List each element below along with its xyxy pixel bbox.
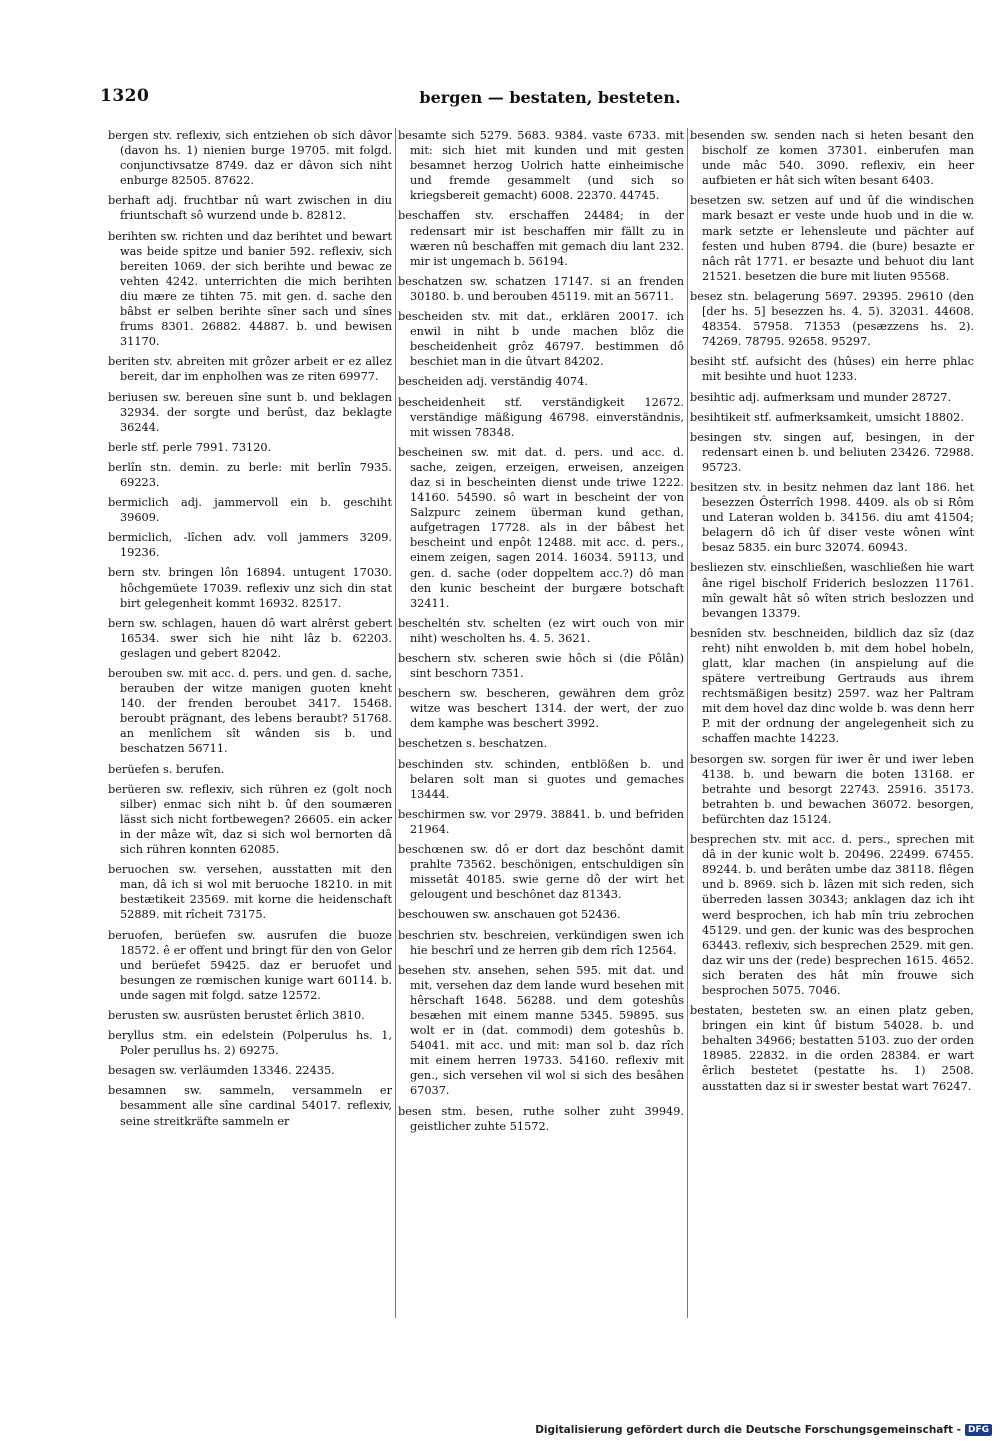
dictionary-entry: besez stn. belagerung 5697. 29395. 29610 (den [der hs. 5] besezzen hs. 4. 5). 32031. 44608. 48354. 57958. 71353 (pesæzzens hs. 2). 74269. 78795. 92658. 95297. <box>690 289 974 349</box>
dictionary-entry: berhaft adj. fruchtbar nû wart zwischen in diu friuntschaft sô wurzend unde b. 82812. <box>108 194 392 223</box>
column-rule-2 <box>687 128 688 1318</box>
dictionary-entry: bermiclich adj. jammervoll ein b. geschiht 39609. <box>108 496 392 525</box>
dictionary-entry: besihtic adj. aufmerksam und munder 28727. <box>690 390 952 404</box>
dictionary-entry: berüefen s. berufen. <box>108 762 225 776</box>
dictionary-entry: bescheinen sw. mit dat. d. pers. und acc. d. sache, zeigen, erzeigen, erweisen, anzeigen daz si in bescheinten dienst unde triwe 1222. 14160. 54590. sô wart in bescheint der von Salzpurc zeinem überman kund gethan, aufgetragen 17728. als in der bâbest het bescheint und enpôt 12488. mit acc. d. pers., einem zeigen, sagen 2014. 16034. 59113, und gen. d. sache (oder doppeltem acc.?) dô man den kunic bescheint der burgære botschaft 32411. <box>398 445 684 610</box>
dictionary-entry: bescheiden stv. mit dat., erklären 20017. ich enwil in niht b unde machen blôz die bescheidenheit grôz 46797. bestimmen dô beschiet man in die ûtvart 84202. <box>398 310 684 369</box>
dictionary-entry: beschouwen sw. anschauen got 52436. <box>398 908 621 922</box>
dictionary-entry: beschœnen sw. dô er dort daz beschônt damit prahlte 73562. beschönigen, entschuldigen sîn missetât 40185. swie gerne dô der wirt het gelougent und beschônet daz 81343. <box>398 843 684 902</box>
dictionary-entry: bescheltén stv. schelten (ez wirt ouch von mir niht) wescholten hs. 4. 5. 3621. <box>398 616 684 645</box>
dictionary-entry: besingen stv. singen auf, besingen, in der redensart einen b. und beliuten 23426. 72988. 95723. <box>690 430 974 474</box>
dictionary-entry: besagen sw. verläumden 13346. 22435. <box>108 1064 335 1078</box>
page-heading: bergen — bestaten, besteten. <box>419 88 681 107</box>
dictionary-column-1 <box>108 128 392 1328</box>
dictionary-entry: bern stv. bringen lôn 16894. untugent 17030. hôchgemüete 17039. reflexiv unz sich din stat birt gelegenheit kommt 16932. 82517. <box>108 566 392 610</box>
dictionary-entry: beschetzen s. beschatzen. <box>398 737 548 751</box>
dictionary-entry: bestaten, besteten sw. an einen platz geben, bringen ein kint ûf bistum 54028. b. und behalten 34966; bestatten 5103. zuo der orden 18985. 22832. in die orden 28384. er wart êrlich bestetet (pestatte hs. 1) 2508. ausstatten daz si ir swester bestat wart 76247. <box>690 1004 974 1093</box>
dictionary-entry: berouben sw. mit acc. d. pers. und gen. d. sache, berauben der witze manigen guoten kneht 140. der frenden beroubet 3417. 15468. beroubt prägnant, des lebens beraubt? 51768. an menlîchem sît wânden sis b. und beschatzen 56711. <box>108 667 392 756</box>
dictionary-entry: besorgen sw. sorgen für iwer êr und iwer leben 4138. b. und bewarn die boten 13168. er betrahte und besorgt 22743. 25916. 35173. betrahten b. und bewachen 36072. besorgen, befürchten daz 15124. <box>690 752 974 826</box>
column-rule-1 <box>395 128 396 1318</box>
dictionary-entry: beschirmen sw. vor 2979. 38841. b. und befriden 21964. <box>398 807 684 836</box>
dictionary-entry: berüeren sw. reflexiv, sich rühren ez (golt noch silber) enmac sich niht b. ûf den soumæren lässt sich nicht fortbewegen? 26605. ein acker in der mâze wît, daz si sich wol bernorten dâ sich rühren konnten 62085. <box>108 782 392 857</box>
dictionary-entry: besamnen sw. sammeln, versammeln er besamment alle sîne cardinal 54017. reflexiv, seine streitkräfte sammeln er <box>108 1084 392 1128</box>
dictionary-entry: beriten stv. abreiten mit grôzer arbeit er ez allez bereit, dar im enpholhen was ze riten 69977. <box>108 355 392 384</box>
dictionary-entry: besen stm. besen, ruthe solher zuht 39949. geistlicher zuhte 51572. <box>398 1104 684 1133</box>
dictionary-entry: besiht stf. aufsicht des (hûses) ein herre phlac mit besihte und huot 1233. <box>690 355 974 384</box>
dictionary-entry: beschern stv. scheren swie hôch si (die Pôlân) sint beschorn 7351. <box>398 652 684 681</box>
dictionary-entry: berle stf. perle 7991. 73120. <box>108 440 272 454</box>
dictionary-entry: beruochen sw. versehen, ausstatten mit den man, dâ ich si wol mit beruoche 18210. in mit bestætikeit 23569. mit korne die heidenschaft 52889. mit rîcheit 73175. <box>108 863 392 922</box>
dictionary-entry: beschaffen stv. erschaffen 24484; in der redensart mir ist beschaffen mir fällt zu in wæren nû beschaffen mit gemach diu lant 232. mir ist ungemach b. 56194. <box>398 209 684 268</box>
dictionary-entry: beschinden stv. schinden, entblößen b. und belaren solt man si guotes und gemaches 13444. <box>398 757 684 801</box>
dictionary-column-2 <box>398 128 684 1328</box>
dictionary-entry: bescheiden adj. verständig 4074. <box>398 375 588 389</box>
dictionary-entry: besihtikeit stf. aufmerksamkeit, umsicht 18802. <box>690 410 964 424</box>
dictionary-entry: besnîden stv. beschneiden, bildlich daz sîz (daz reht) niht enwolden b. mit dem hobel hobeln, glatt, klar machen (in anspielung auf die spätere vertreibung Gertrauds aus ihrem rechtsmäßigen besitz) 2597. waz her Paltram mit dem hovel daz dinc wolde b. was denn herr P. mit der ordnung der angelegenheit sich zu schaffen machte 14223. <box>690 626 974 746</box>
dictionary-entry: berihten sw. richten und daz berihtet und bewart was beide spitze und banier 592. reflexiv, sich bereiten 1069. der sich berihte und bewac ze vehten 4242. unterrichten die mich berihten diu mære ze tihten 75. mit gen. d. sache den bâbst er selben berihte sîner sach und sînes frums 8301. 26882. 44887. b. und bewisen 31170. <box>108 229 392 349</box>
dictionary-entry: berlîn stn. demin. zu berle: mit berlîn 7935. 69223. <box>108 460 392 489</box>
dictionary-entry: besenden sw. senden nach si heten besant den bischolf ze komen 37301. einberufen man unde mâc 540. 3090. reflexiv, ein heer aufbieten er hât sich wîten besant 6403. <box>690 129 974 188</box>
dictionary-entry: besamte sich 5279. 5683. 9384. vaste 6733. mit mit: sich hiet mit kunden und mit gesten besamnet herzog Uolrich hatte einheimische und fremde gesammelt (und sich so kriegsbereit gemacht) 6008. 22370. 44745. <box>398 129 684 203</box>
dictionary-entry: beriusen sw. bereuen sîne sunt b. und beklagen 32934. der sorgte und berûst, daz beklagte 36244. <box>108 390 392 434</box>
dictionary-entry: besetzen sw. setzen auf und ûf die windischen mark besazt er veste unde huob und in die w. mark setzte er lehensleute und pächter auf festen und huben 8794. die (bure) besazte er nâch rât 1771. er besazte und behuot diu lant 21521. besetzen die bure mit liuten 95568. <box>690 194 974 283</box>
dictionary-entry: bescheidenheit stf. verständigkeit 12672. verständige mäßigung 46798. einverständnis, mit wissen 78348. <box>398 395 684 439</box>
dictionary-entry: besliezen stv. einschließen, waschließen hie wart âne rigel bischolf Friderich beslozzen 11761. mîn gewalt hât sô wîten strich beslozzen und bevangen 13379. <box>690 561 974 620</box>
dictionary-entry: beschern sw. bescheren, gewähren dem grôz witze was beschert 1314. der wert, der zuo dem kamphe was beschert 3992. <box>398 687 684 731</box>
dictionary-entry: berusten sw. ausrüsten berustet êrlich 3810. <box>108 1008 365 1022</box>
dictionary-entry: beschrien stv. beschreien, verkündigen swen ich hie beschrî und ze herren gib dem rîch 12564. <box>398 928 684 957</box>
dictionary-entry: bergen stv. reflexiv, sich entziehen ob sich dâvor (davon hs. 1) nienien burge 19705. mit folgd. conjunctivsatze 8749. daz er dâvon sich niht enburge 82505. 87622. <box>108 129 392 188</box>
dictionary-entry: beryllus stm. ein edelstein (Polperulus hs. 1, Poler perullus hs. 2) 69275. <box>108 1029 392 1058</box>
dictionary-entry: besehen stv. ansehen, sehen 595. mit dat. und mit, versehen daz dem lande wurd besehen mit hêrschaft 1648. 56288. und dem goteshûs besæhen mit einem manne 5345. 59895. sus wolt er in (dat. commodi) dem goteshûs b. 54041. mit acc. und mit: man sol b. daz rîch mit einem herren 19733. 54160. reflexiv mit gen., sich versehen vil wol si sich des besâhen 67037. <box>398 963 684 1098</box>
dictionary-entry: beruofen, berüefen sw. ausrufen die buoze 18572. ê er offent und bringt für den von Gelor und berüefet 59425. daz er beruofet und besungen ze rœmischen kunige wart 60114. b. unde sagen mit folgd. satze 12572. <box>108 928 392 1002</box>
dictionary-entry: beschatzen sw. schatzen 17147. si an frenden 30180. b. und berouben 45119. mit an 56711. <box>398 274 684 303</box>
dictionary-entry: besitzen stv. in besitz nehmen daz lant 186. het besezzen Ôsterrîch 1998. 4409. als ob si Rôm und Lateran wolden b. 34156. diu amt 41504; belagern dô ich ûf diser veste wônen wînt besaz 5835. ein burc 32074. 60943. <box>690 480 974 555</box>
dictionary-column-3 <box>690 128 974 1328</box>
dictionary-entry: bern sw. schlagen, hauen dô wart alrêrst gebert 16534. swer sich hie niht lâz b. 62203. geslagen und gebert 82042. <box>108 616 392 660</box>
footer-text: Digitalisierung gefördert durch die Deutsche Forschungsgemeinschaft - <box>535 1424 961 1436</box>
page-number: 1320 <box>100 86 150 106</box>
dictionary-entry: bermiclich, -lîchen adv. voll jammers 3209. 19236. <box>108 531 392 560</box>
footer <box>535 1422 992 1438</box>
dfg-logo: DFG <box>965 1424 992 1436</box>
dictionary-entry: besprechen stv. mit acc. d. pers., sprechen mit dâ in der kunic wolt b. 20496. 22499. 67455. 89244. b. und berâten umbe daz 38118. flêgen und b. 8969. sich b. lâzen mit sich reden, sich überreden lassen 30343; anklagen daz ich iht werd besprochen, ich hab mîn triu zebrochen 45129. und gen. der kunic was des besprochen 63443. reflexiv, sich besprechen 2529. mit gen. daz wir uns der (rede) besprechen 1615. 4652. sich beraten des hât mîn frouwe sich besprochen 5075. 7046. <box>690 833 974 997</box>
